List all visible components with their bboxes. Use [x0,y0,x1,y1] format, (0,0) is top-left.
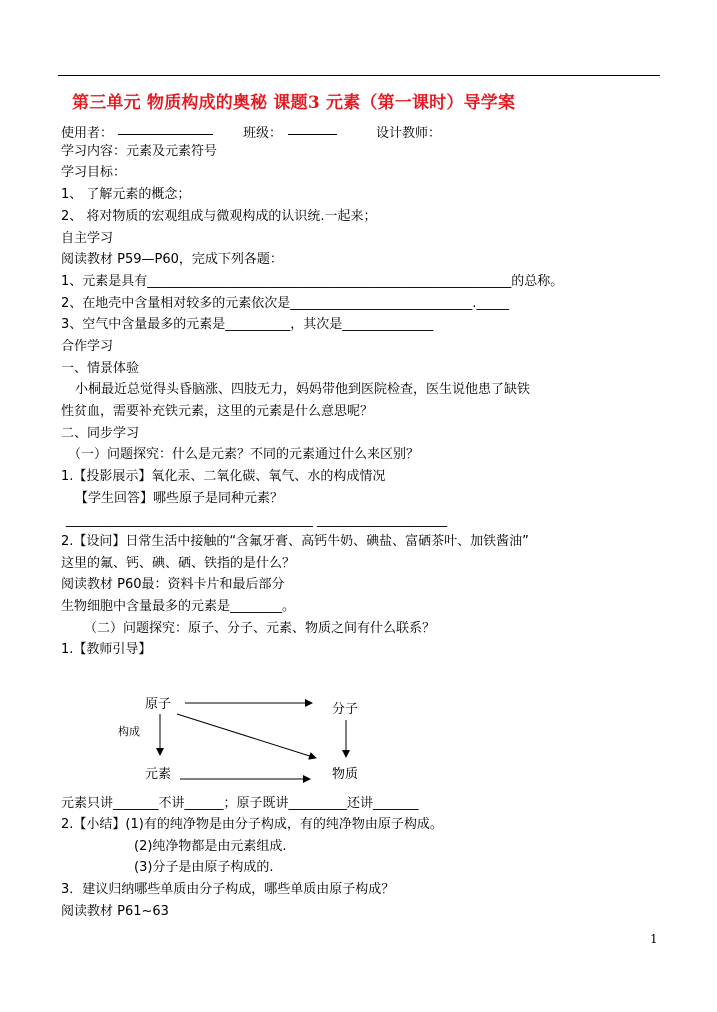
goal-1: 1、 了解元素的概念； [61,187,191,202]
diagram-substance-label: 物质 [332,767,359,782]
question-2: 2、在地壳中含量相对较多的元素依次是____________________________._____ [61,296,509,311]
reading-task-2: 阅读教材 P60最：资料卡片和最后部分 [61,577,285,592]
diagram-element-label: 元素 [145,767,172,782]
scenario-paragraph-line-2: 性贫血，需要补充铁元素，这里的元素是什么意思呢？ [61,404,374,419]
class-label: 班级： [243,126,283,141]
task-3-teacher-guide: 1.【教师引导】 [61,642,152,657]
diagram-molecule-label: 分子 [332,702,359,717]
diagram-compose-label: 构成 [118,725,140,738]
task-4-question: 3．建议归纳哪些单质由分子构成，哪些单质由原子构成？ [61,882,395,897]
section-2-heading: 二、同步学习 [61,426,140,441]
goal-2: 2、 将对物质的宏观组成与微观构成的认识统.一起来； [61,209,377,224]
designer-label: 设计教师： [376,126,442,141]
task-1-student-answer: 【学生回答】哪些原子是同种元素？ [75,491,284,506]
task-1-projection: 1.【投影展示】氧化汞、二氧化碳、氧气、水的构成情况 [61,469,386,484]
element-atom-comparison[interactable]: 元素只讲_______不讲______；原子既讲_________还讲_______ [61,796,419,811]
page-number: 1 [650,932,658,946]
question-1: 1、元素是具有________________________________________________________的总称。 [61,274,564,289]
reading-task-1: 阅读教材 P59—P60，完成下列各题： [61,252,283,267]
reading-task-3: 阅读教材 P61~63 [61,904,169,919]
section-1-heading: 一、情景体验 [61,361,140,376]
summary-1: 2.【小结】(1)有的纯净物是由分子构成，有的纯净物由原子构成。 [61,817,443,832]
summary-3: (3)分子是由原子构成的. [134,860,274,875]
cooperative-heading: 合作学习 [61,339,114,354]
task-2-question: 2.【设问】日常生活中接触的“含氟牙膏、高钙牛奶、碘盐、富硒茶叶、加铁酱油” [61,534,529,549]
arrow-atom-to-substance [177,714,316,758]
bio-question: 生物细胞中含量最多的元素是________。 [61,599,296,614]
task-2-question-cont: 这里的氟、钙、碘、硒、铁指的是什么？ [61,556,296,571]
self-study-heading: 自主学习 [61,231,114,246]
goals-heading: 学习目标： [61,165,127,180]
question-3: 3、空气中含量最多的元素是__________，其次是______________ [61,317,434,332]
user-label: 使用者： [61,126,114,141]
summary-2: (2)纯净物都是由元素组成. [134,839,287,854]
learning-content: 学习内容：元素及元素符号 [61,144,218,159]
answer-blank-line[interactable]: ______________________________________ ____________________ [66,513,448,528]
page-title: 第三单元 物质构成的奥秘 课题3 元素（第一课时）导学案 [72,93,516,113]
inquiry-2-heading: （二）问题探究：原子、分子、元素、物质之间有什么联系？ [84,621,436,636]
inquiry-1-heading: （一）问题探究：什么是元素？不同的元素通过什么来区别？ [68,447,420,462]
diagram-atom-label: 原子 [145,697,172,712]
scenario-paragraph-line-1: 小桐最近总觉得头昏脑涨、四肢无力，妈妈带他到医院检查，医生说他患了缺铁 [75,382,531,397]
